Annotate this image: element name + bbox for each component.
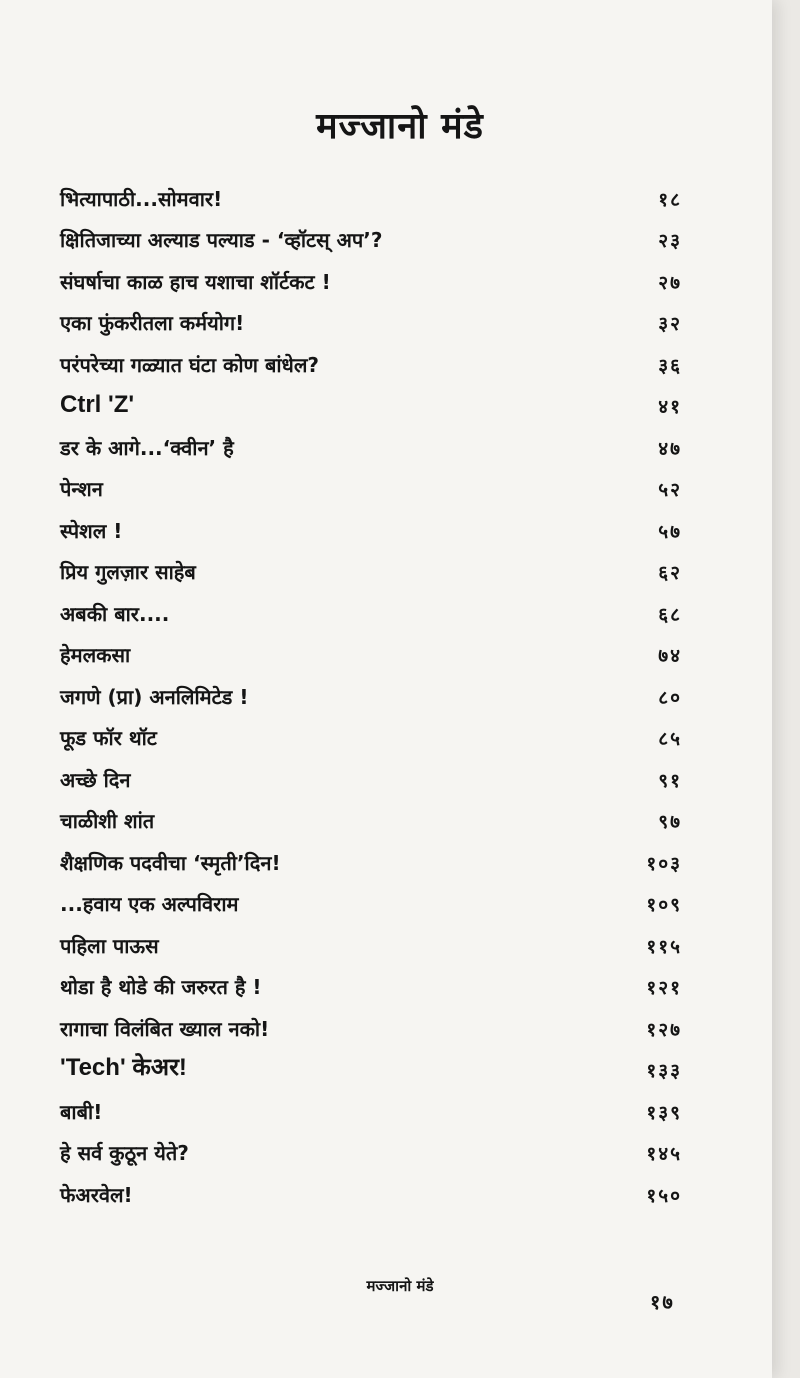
toc-entry-title: ...हवाय एक अल्पविराम xyxy=(60,892,239,916)
toc-row xyxy=(60,461,690,503)
toc-entry-title: Ctrl 'Z' xyxy=(60,391,135,418)
toc-row xyxy=(60,419,690,461)
toc-entry-title: हे सर्व कुठून येते? xyxy=(60,1141,189,1165)
toc-entry-title: जगणे (प्रा) अनलिमिटेड ! xyxy=(60,684,249,709)
toc-entry-title: अबकी बार.... xyxy=(60,601,170,626)
toc-entry-page: ६८ xyxy=(658,603,682,626)
toc-row xyxy=(60,1166,690,1208)
toc-row xyxy=(60,834,690,876)
toc-entry-title: स्पेशल ! xyxy=(60,518,123,543)
toc-entry-page: ६२ xyxy=(658,562,682,584)
toc-row xyxy=(60,1042,690,1084)
toc-entry-page: १४५ xyxy=(646,1143,682,1165)
toc-entry-title: प्रिय गुलज़ार साहेब xyxy=(60,560,196,584)
toc-entry-page: ४१ xyxy=(658,396,682,418)
toc-entry-title: डर के आगे...‘क्वीन’ है xyxy=(60,435,234,460)
footer-page-number: १७ xyxy=(650,1290,675,1314)
toc-row xyxy=(60,959,690,1001)
toc-entry-title: थोडा है थोडे की जरुरत है ! xyxy=(60,975,262,999)
running-footer-title: मज्जानो मंडे xyxy=(366,1277,434,1295)
toc-entry-page: ४७ xyxy=(658,437,682,460)
toc-entry-page: ३६ xyxy=(658,354,682,377)
toc-entry-title: एका फुंकरीतला कर्मयोग! xyxy=(60,311,245,335)
toc-entry-title: संघर्षाचा काळ हाच यशाचा शॉर्टकट ! xyxy=(60,269,331,294)
toc-row xyxy=(60,876,690,918)
toc-entry-title: क्षितिजाच्या अल्याड पल्याड - ‘व्हॉटस् अप’? xyxy=(60,228,383,252)
toc-row xyxy=(60,917,690,959)
table-of-contents xyxy=(60,170,690,1208)
toc-entry-page: २७ xyxy=(658,271,682,294)
toc-entry-title: रागाचा विलंबित ख्याल नको! xyxy=(60,1016,270,1041)
toc-entry-title: अच्छे दिन xyxy=(60,767,131,792)
toc-row xyxy=(60,1000,690,1042)
toc-entry-page: ९१ xyxy=(658,769,682,792)
toc-row xyxy=(60,253,690,295)
toc-row xyxy=(60,668,690,710)
toc-entry-page: १३३ xyxy=(646,1060,682,1082)
toc-row xyxy=(60,170,690,212)
toc-row xyxy=(60,1083,690,1125)
toc-entry-title: चाळीशी शांत xyxy=(60,809,155,833)
toc-row xyxy=(60,544,690,586)
toc-row xyxy=(60,378,690,420)
toc-entry-page: ५२ xyxy=(658,479,682,501)
toc-entry-page: ९७ xyxy=(658,811,682,833)
toc-row xyxy=(60,710,690,752)
toc-entry-page: ८० xyxy=(658,686,682,709)
toc-entry-title: शैक्षणिक पदवीचा ‘स्मृती’दिन! xyxy=(60,850,281,875)
toc-entry-page: ३२ xyxy=(658,313,682,335)
toc-row xyxy=(60,502,690,544)
toc-entry-title: पेन्शन xyxy=(60,477,103,501)
toc-row xyxy=(60,793,690,835)
toc-entry-title: पहिला पाऊस xyxy=(60,933,159,958)
toc-row xyxy=(60,751,690,793)
toc-row xyxy=(60,336,690,378)
page-title: मज्जानो मंडे xyxy=(316,106,484,147)
toc-entry-page: १५० xyxy=(646,1184,682,1207)
toc-entry-page: १३९ xyxy=(646,1101,682,1124)
toc-entry-title: भित्यापाठी...सोमवार! xyxy=(60,186,223,211)
toc-entry-page: १२१ xyxy=(646,977,682,999)
toc-entry-page: २३ xyxy=(658,230,682,252)
toc-row xyxy=(60,212,690,254)
toc-row xyxy=(60,1125,690,1167)
toc-entry-title: हेमलकसा xyxy=(60,643,131,667)
toc-entry-title: फूड फॉर थॉट xyxy=(60,726,157,750)
toc-row xyxy=(60,627,690,669)
toc-entry-page: १२७ xyxy=(646,1018,682,1041)
toc-entry-page: १०९ xyxy=(646,894,682,916)
toc-entry-page: १८ xyxy=(658,188,682,211)
toc-entry-page: १०३ xyxy=(646,852,682,875)
toc-row xyxy=(60,585,690,627)
toc-entry-title: 'Tech' केअर! xyxy=(60,1054,187,1081)
toc-entry-title: बाबी! xyxy=(60,1099,103,1124)
toc-entry-page: ८५ xyxy=(658,728,682,750)
toc-entry-page: ११५ xyxy=(646,935,682,958)
toc-entry-page: ५७ xyxy=(658,520,682,543)
toc-row xyxy=(60,295,690,337)
toc-entry-page: ७४ xyxy=(658,645,682,667)
toc-entry-title: परंपरेच्या गळ्यात घंटा कोण बांधेल? xyxy=(60,352,320,377)
toc-entry-title: फेअरवेल! xyxy=(60,1182,133,1207)
